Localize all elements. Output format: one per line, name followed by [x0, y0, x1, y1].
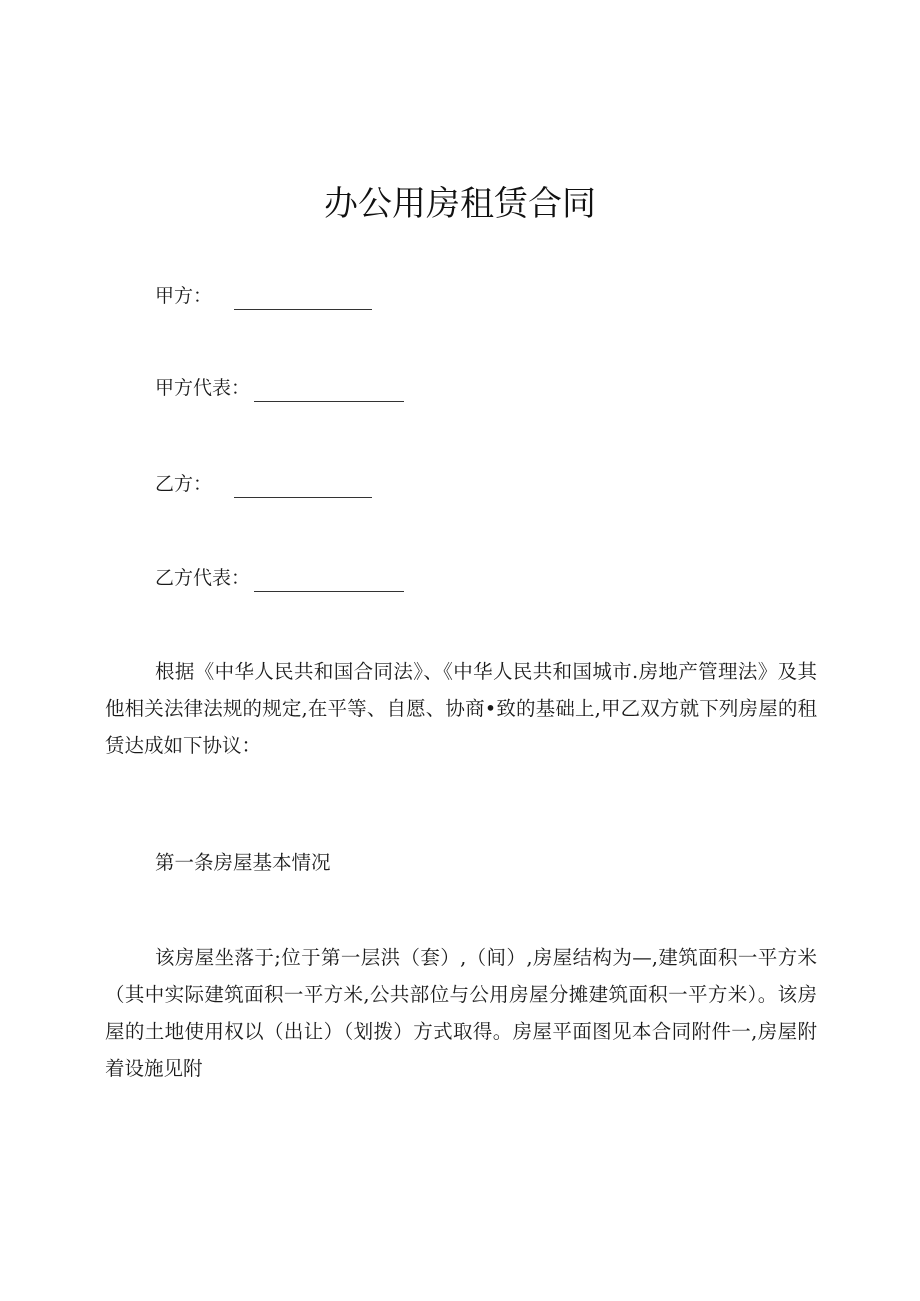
- party-b-field: [155, 470, 372, 498]
- document-title: 办公用房租赁合同: [324, 184, 596, 224]
- party-b-representative-field: [155, 564, 404, 592]
- party-a-label: 甲方：: [155, 285, 213, 307]
- party-b-representative-label: 乙方代表：: [155, 567, 251, 589]
- party-a-representative-field: [155, 374, 404, 402]
- party-b-blank-line[interactable]: [234, 477, 372, 498]
- article-1-heading: 第一条房屋基本情况: [155, 851, 331, 874]
- party-a-representative-label: 甲方代表：: [155, 377, 251, 399]
- party-a-representative-blank-line[interactable]: [254, 381, 404, 402]
- preamble-paragraph: 根据《中华人民共和国合同法》、《中华人民共和国城市.房地产管理法》及其他相关法律法规的规定,在平等、自愿、协商•致的基础上,甲乙双方就下列房屋的租赁达成如下协议：: [105, 660, 817, 757]
- party-b-label: 乙方：: [155, 473, 213, 495]
- party-a-field: [155, 282, 372, 310]
- article-1-body: 该房屋坐落于;位于第一层洪（套）,（间）,房屋结构为—,建筑面积一平方米（其中实际建筑面积一平方米,公共部位与公用房屋分摊建筑面积一平方米）。该房屋的土地使用权以（出让）（划拨）方式取得。房屋平面图见本合同附件一,房屋附着设施见附: [105, 946, 817, 1080]
- party-a-blank-line[interactable]: [234, 289, 372, 310]
- party-b-representative-blank-line[interactable]: [254, 571, 404, 592]
